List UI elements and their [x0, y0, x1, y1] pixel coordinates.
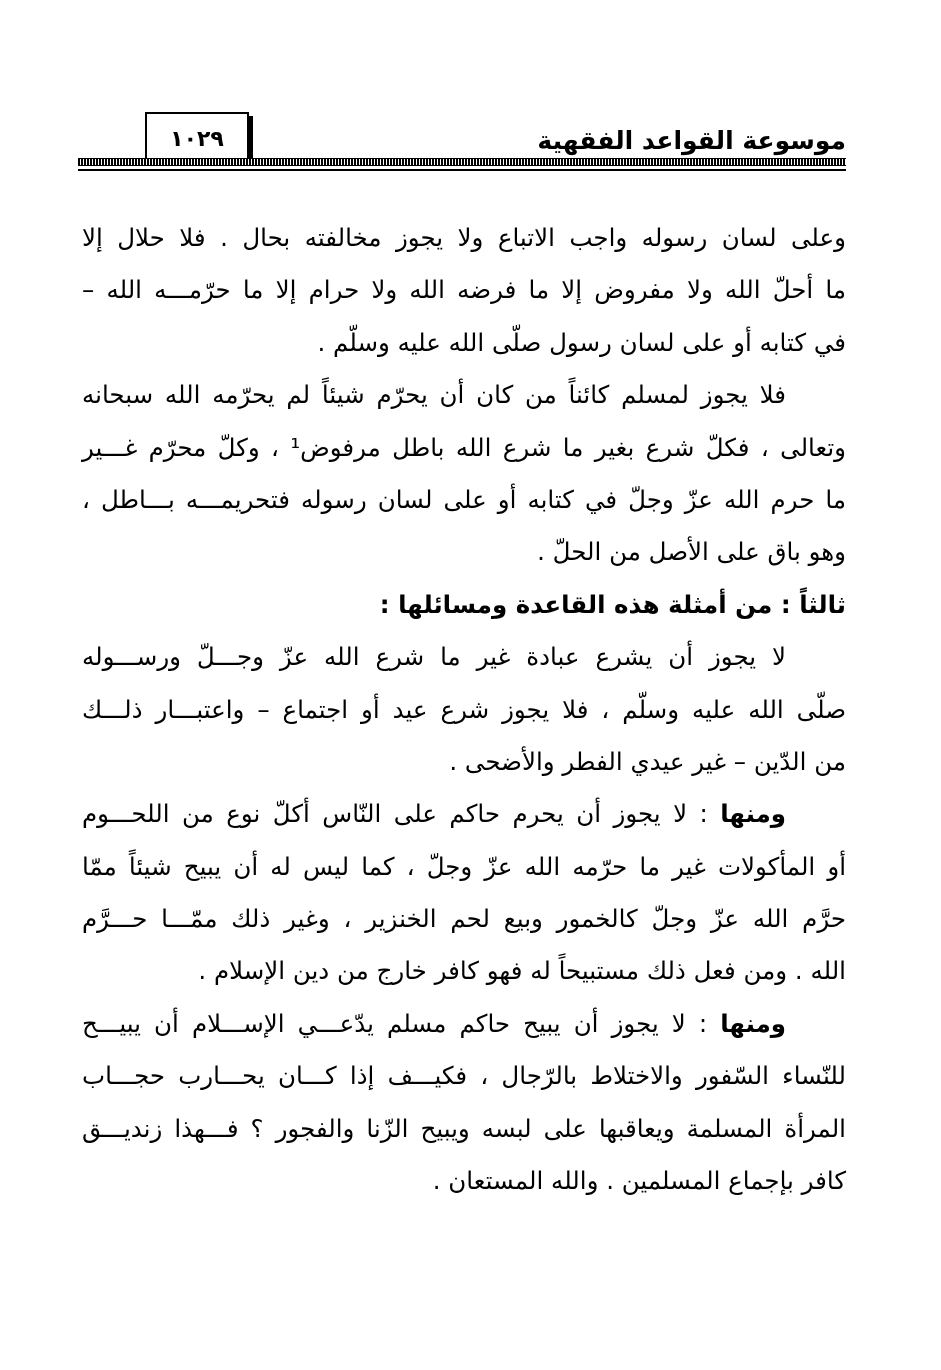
- text-line: كافر بإجماع المسلمين . والله المستعان .: [432, 1166, 846, 1196]
- text-line: صلّى الله عليه وسلّم ، فلا يجوز شرع عيد أو اجتماع – واعتبـــار ذلـــك: [82, 694, 846, 724]
- text-line: أو المأكولات غير ما حرّمه الله عزّ وجلّ ، كما ليس له أن يبيح شيئاً ممّا: [82, 851, 846, 881]
- text-line: للنّساء السّفور والاختلاط بالرّجال ، فكيـــف إذا كـــان يحـــارب حجـــاب: [82, 1061, 846, 1091]
- header-rule-patterned: [78, 158, 846, 166]
- body-text: [82, 212, 846, 1207]
- text-line: [82, 788, 846, 840]
- lead-word: ومنها: [720, 799, 786, 829]
- text-line: ما حرم الله عزّ وجلّ في كتابه أو على لسان رسوله فتحريمـــه بـــاطل ،: [82, 484, 846, 514]
- text-run: : لا يجوز أن يحرم حاكم على النّاس أكلّ نوع من اللحـــوم: [82, 799, 721, 829]
- text-line: من الدّين – غير عيدي الفطر والأضحى .: [449, 746, 846, 776]
- page-number-box: [145, 112, 249, 162]
- text-line: وتعالى ، فكلّ شرع بغير ما شرع الله باطل مرفوض¹ ، وكلّ محرّم غـــير: [82, 432, 846, 462]
- running-title: موسوعة القواعد الفقهية: [537, 126, 846, 155]
- text-run: : لا يجوز أن يبيح حاكم مسلم يدّعـــي الإســـلام أن يبيـــح: [82, 1008, 721, 1038]
- text-line: الله . ومن فعل ذلك مستبيحاً له فهو كافر خارج من دين الإسلام .: [198, 956, 846, 986]
- header-rule-thin: [78, 169, 846, 171]
- text-line: فلا يجوز لمسلم كائناً من كان أن يحرّم شيئاً لم يحرّمه الله سبحانه: [82, 380, 786, 410]
- text-line: وعلى لسان رسوله واجب الاتباع ولا يجوز مخالفته بحال . فلا حلال إلا: [82, 223, 846, 252]
- text-line: [82, 998, 846, 1050]
- text-line: لا يجوز أن يشرع عبادة غير ما شرع الله عزّ وجـــلّ ورســـوله: [82, 642, 786, 672]
- text-line: حرَّم الله عزّ وجلّ كالخمور وبيع لحم الخنزير ، وغير ذلك ممّـــا حـــرَّم: [82, 904, 846, 934]
- text-line: المرأة المسلمة ويعاقبها على لبسه ويبيح الزّنا والفجور ؟ فـــهذا زنديـــق: [82, 1113, 846, 1143]
- text-line: في كتابه أو على لسان رسول صلّى الله عليه وسلّم .: [317, 327, 846, 357]
- text-line: ما أحلّ الله ولا مفروض إلا ما فرضه الله ولا حرام إلا ما حرّمـــه الله –: [82, 275, 846, 305]
- lead-word: ومنها: [720, 1008, 786, 1038]
- page-header: [78, 112, 846, 172]
- page-number: ١٠٢٩: [170, 127, 224, 152]
- section-heading: ثالثاً : من أمثلة هذه القاعدة ومسائلها :: [379, 589, 846, 619]
- text-line: وهو باق على الأصل من الحلّ .: [537, 537, 846, 567]
